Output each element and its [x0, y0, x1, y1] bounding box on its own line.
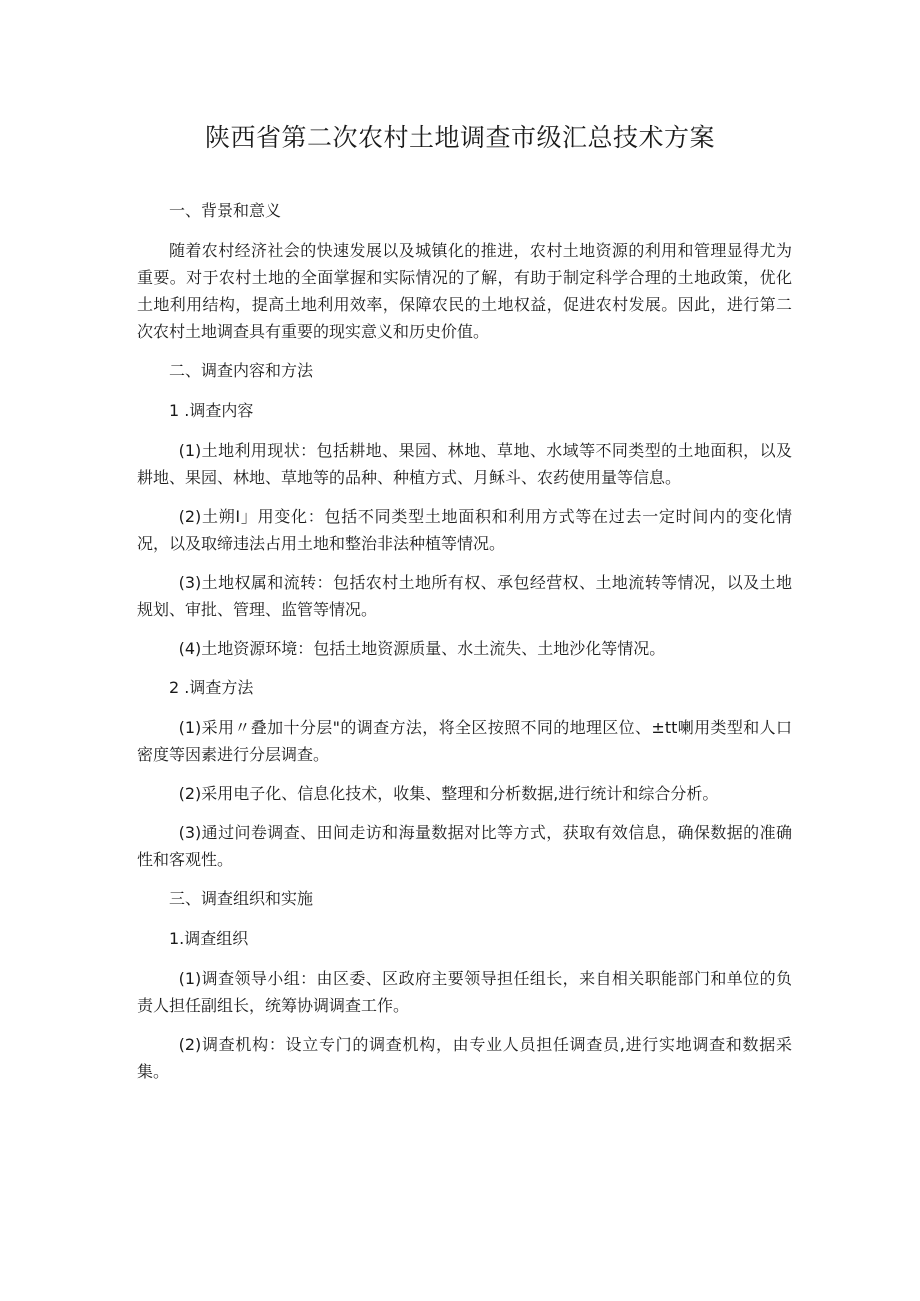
list-item-land-rights: (3)土地权属和流转：包括农村土地所有权、承包经营权、土地流转等情况，以及土地规划、审批、管理、监管等情况。 [137, 573, 792, 619]
list-item-method-stratified: (1)采用〃叠加十分层"的调查方法，将全区按照不同的地理区位、±tt喇用类型和人口密度等因素进行分层调查。 [137, 718, 792, 764]
subheading-organization: 1.调查组织 [169, 929, 249, 948]
list-item-land-use: (1)土地利用现状：包括耕地、果园、林地、草地、水域等不同类型的土地面积，以及耕地、果园、林地、草地等的品种、种植方式、月稣斗、农药使用量等信息。 [137, 441, 792, 487]
list-item-land-change: (2)土朔I」用变化：包括不同类型土地面积和利用方式等在过去一定时间内的变化情况，以及取缔违法占用土地和整治非法种植等情况。 [137, 507, 792, 553]
section-heading-organization: 三、调查组织和实施 [169, 889, 314, 908]
list-item-land-environment: (4)土地资源环境：包括土地资源质量、水土流失、土地沙化等情况。 [178, 639, 666, 658]
paragraph-background: 随着农村经济社会的快速发展以及城镇化的推进，农村土地资源的利用和管理显得尤为重要。对于农村土地的全面掌握和实际情况的了解，有助于制定科学合理的土地政策，优化土地利用结构，提高土地利用效率，保障农民的土地权益，促进农村发展。因此，进行第二次农村土地调查具有重要的现实意义和历史价值。 [137, 241, 792, 341]
document-body [137, 197, 792, 1097]
subheading-content: 1 .调查内容 [169, 401, 254, 420]
document-title: 陕西省第二次农村土地调查市级汇总技术方案 [204, 123, 715, 152]
section-heading-content-methods: 二、调查内容和方法 [169, 361, 314, 380]
section-heading-background: 一、背景和意义 [169, 201, 282, 220]
list-item-survey-agency: (2)调查机构：设立专门的调查机构，由专业人员担任调查员,进行实地调查和数据采集。 [137, 1035, 792, 1081]
subheading-methods: 2 .调查方法 [169, 678, 254, 697]
list-item-method-digital: (2)采用电子化、信息化技术，收集、整理和分析数据,进行统计和综合分析。 [178, 784, 719, 803]
list-item-method-survey: (3)通过问卷调查、田间走访和海量数据对比等方式，获取有效信息，确保数据的准确性和客观性。 [137, 823, 792, 869]
list-item-leadership-group: (1)调查领导小组：由区委、区政府主要领导担任组长，来自相关职能部门和单位的负责人担任副组长，统筹协调调查工作。 [137, 969, 792, 1015]
